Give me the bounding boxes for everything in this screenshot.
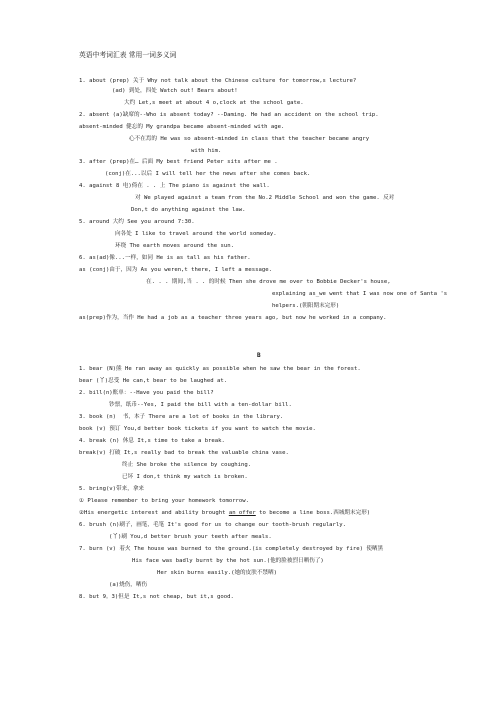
vocab-line: explaining as_we went that I was now one of Santa 's (272, 291, 448, 297)
vocab-line: 1. about (prep) 关于 Why not talk about the Chinese culture for tomorrow,s lecture? (79, 78, 357, 84)
vocab-line: 大约 Let,s meet at about 4 o,clock at the school gate. (124, 100, 304, 106)
vocab-line: absent-minded 健忘的 My grandpa became absent-minded with age. (79, 124, 285, 130)
vocab-line: 3. book (n) 书，本子 There are a lot of books in the library. (79, 414, 284, 420)
vocab-line: as (conj)由于，因为 As you weren,t there, I left a message. (79, 267, 272, 273)
vocab-line: 6. as(ad)像...一样，如同 He is as tall as his father. (79, 255, 251, 261)
vocab-line: book (v) 预订 You,d better book tickets if you want to watch the movie. (79, 426, 316, 432)
vocab-line: 8. but 9。3)但是 It,s not cheap, but it,s good. (79, 594, 234, 600)
vocab-line: 环绕 The earth moves around the sun. (115, 243, 234, 249)
vocab-line: 4. against 8 电)倚在 . . 上 The piano is against the wall. (79, 183, 270, 189)
vocab-line: 7. burn (v) 着火 The house was burned to the ground.(is completely destroyed by fire) 使晒黑 (79, 546, 384, 552)
vocab-line: with him. (191, 148, 222, 154)
vocab-line: ① Please remember to bring your homework tomorrow. (79, 498, 250, 504)
vocab-line: helpers.(朝阳期末完形) (272, 303, 340, 309)
vocab-line: (conj)在...以后 I will tell her the news after she comes back. (105, 171, 311, 177)
vocab-line: 心不在焉的 He was so absent-minded in class that the teacher became angry (129, 136, 370, 142)
vocab-line: ②His energetic interest and ability brought an offer to become a line boss.西城期末完形) (79, 510, 371, 516)
vocab-line: 5. around 大约 See you around 7:30. (79, 219, 195, 225)
vocab-line: 2. bill(n)账单：--Have you paid the bill? (79, 390, 214, 396)
vocab-line: 6. brush (n)刷子，画笔，毛笔 It's good for us to change our tooth-brush regularly. (79, 522, 347, 528)
vocab-line: 1. bear (N)熊 He ran away as quickly as possible when he saw the bear in the forest. (79, 366, 361, 372)
vocab-line: 4. break (n) 休息 It,s time to take a break. (79, 438, 225, 444)
vocab-line: 向各处 I like to travel around the world someday. (115, 231, 277, 237)
vocab-line: 已坏 I don,t think my watch is broken. (122, 474, 248, 480)
vocab-line: (丫)刷 You,d better brush your teeth after meals. (109, 534, 272, 540)
vocab-line: 钞票，纸币--Yes, I paid the bill with a ten-dollar bill. (109, 402, 292, 408)
vocab-line: Her skin burns easily.(她的皮肤不禁晒) (157, 570, 277, 576)
vocab-line: His face was badly burnt by the hot sun.(他的脸被烈日晒伤了) (132, 558, 324, 564)
vocab-line: 3. after (prep)在… 后面 My best friend Peter sits after me . (79, 159, 278, 165)
vocab-line: as(prep)作为，当作 He had a job as a teacher three years ago, but now he worked in a company. (79, 315, 387, 321)
vocab-line: 5. bring(v)带来，拿来 (79, 486, 145, 492)
vocab-line: 在. . . 期间,当 . . 的时候 Then she drove me over to Bobbie Decker's house, (146, 279, 391, 285)
vocab-line: 2. absent (a)缺席的--Who is absent today? --Daming. He had an accident on the school trip. (79, 112, 379, 118)
vocab-line: 终止 She broke the silence by coughing. (122, 462, 252, 468)
vocab-line: 对 We played against a team from the No.2 Middle School and won the game. 反对 (135, 195, 395, 201)
page-title: 英语中考词汇表 常用一词多义词 (79, 51, 177, 59)
vocab-line: (a)烧伤，晒伤 (109, 582, 148, 588)
vocab-line: (ad) 到处，四处 Watch out! Bears about! (112, 88, 238, 94)
vocab-line: bear (丫)忍受 He can,t bear to be laughed at. (79, 378, 228, 384)
section-heading-b: B (257, 352, 261, 359)
vocab-line: Don,t do anything against the law. (131, 207, 246, 213)
vocab-line: break(v) 打破 It,s really bad to break the valuable china vase. (79, 450, 289, 456)
